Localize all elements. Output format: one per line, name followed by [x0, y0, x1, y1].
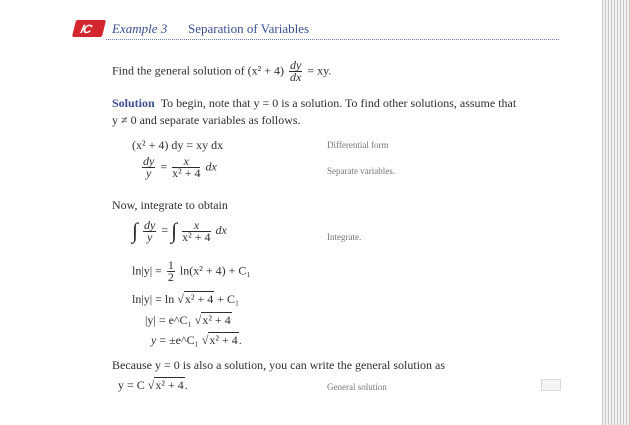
general-end: .: [184, 378, 188, 392]
half-den: 2: [167, 270, 174, 284]
sep-dx: dx: [205, 159, 217, 174]
step-abs: |y| = e^C₁ √x² + 4: [145, 313, 231, 327]
general-radicand: x² + 4: [155, 378, 184, 392]
int-equals: =: [161, 222, 169, 237]
abs-lhs: |y|: [145, 313, 156, 327]
half-frac: [167, 260, 175, 283]
note-general-solution: General solution: [327, 382, 387, 392]
problem-derivative: [289, 60, 302, 83]
solution-intro-line-1: [112, 96, 516, 111]
problem-rhs: = xy.: [307, 63, 332, 78]
conclusion-text: Because y = 0 is also a solution, you can write the general solution as: [112, 358, 446, 372]
int-den-left: y: [147, 229, 153, 244]
log-lhs-1: ln|y|: [132, 263, 153, 278]
page-margin-mark: [541, 379, 561, 391]
header-rule: [106, 39, 559, 41]
step-separate: [140, 156, 217, 179]
abs-eq: = e^C₁: [158, 313, 192, 327]
log-eq-1: =: [155, 263, 162, 278]
step-differential-form: (x² + 4) dy = xy dx: [132, 138, 224, 152]
note-separate: Separate variables.: [327, 166, 395, 176]
int-dx: dx: [215, 222, 227, 237]
log-rhs-2: + C₁: [217, 292, 240, 306]
frac-dy-y: [142, 156, 155, 179]
int-num-left: dy: [144, 217, 156, 232]
example-logo-icon: IC: [72, 20, 106, 37]
problem-prefix: Find the general solution of: [112, 63, 248, 78]
solution-label: Solution: [112, 96, 155, 110]
example-label: Example 3: [112, 21, 168, 36]
note-differential-form: Differential form: [327, 140, 389, 150]
note-integrate: Integrate.: [327, 232, 362, 242]
log-lhs-2: ln|y|: [132, 292, 153, 306]
int-den-right: x² + 4: [182, 229, 211, 244]
pm-lhs: y: [151, 333, 157, 347]
page-edge-stripe: [602, 0, 630, 425]
sep-num-left: dy: [143, 154, 155, 168]
problem-statement: [112, 60, 331, 83]
problem-dy: dy: [290, 58, 302, 72]
step-log-half: [132, 260, 251, 283]
int-frac-right: [182, 217, 211, 244]
log-eq-2: = ln: [155, 292, 175, 306]
step-integrate: [132, 218, 227, 244]
int-num-right: x: [182, 220, 210, 232]
integral-sign-left: ∫: [132, 218, 139, 243]
step-pm: y = ±e^C₁ √x² + 4.: [151, 333, 242, 347]
sep-den-left: y: [146, 166, 152, 180]
integrate-text: Now, integrate to obtain: [112, 198, 228, 212]
int-frac-left: [143, 217, 156, 244]
half-num: 1: [167, 258, 174, 272]
problem-dx: dx: [290, 70, 302, 84]
pm-radicand: x² + 4: [209, 333, 238, 347]
example-header: [74, 18, 559, 40]
step-log-sqrt: ln|y| = ln √x² + 4 + C₁: [132, 292, 240, 306]
example-title: Separation of Variables: [188, 21, 310, 36]
sep-num-right: x: [172, 156, 200, 168]
abs-radicand: x² + 4: [202, 313, 231, 327]
integral-sign-right: ∫: [171, 218, 178, 243]
general-lhs: y = C: [118, 378, 145, 392]
frac-x-over: [172, 156, 200, 179]
pm-end: .: [238, 333, 242, 347]
solution-intro-2: y ≠ 0 and separate variables as follows.: [112, 113, 301, 127]
log-radicand: x² + 4: [184, 292, 214, 306]
sep-den-right: x² + 4: [172, 166, 201, 180]
sep-equals: =: [160, 159, 168, 174]
problem-lhs: (x² + 4): [247, 63, 285, 78]
log-rhs-1: ln(x² + 4) + C₁: [179, 263, 251, 278]
general-solution: y = C √x² + 4.: [118, 378, 188, 392]
solution-intro-1: To begin, note that y = 0 is a solution. To find other solutions, assume that: [160, 96, 517, 110]
pm-eq: = ±e^C₁: [159, 333, 199, 347]
